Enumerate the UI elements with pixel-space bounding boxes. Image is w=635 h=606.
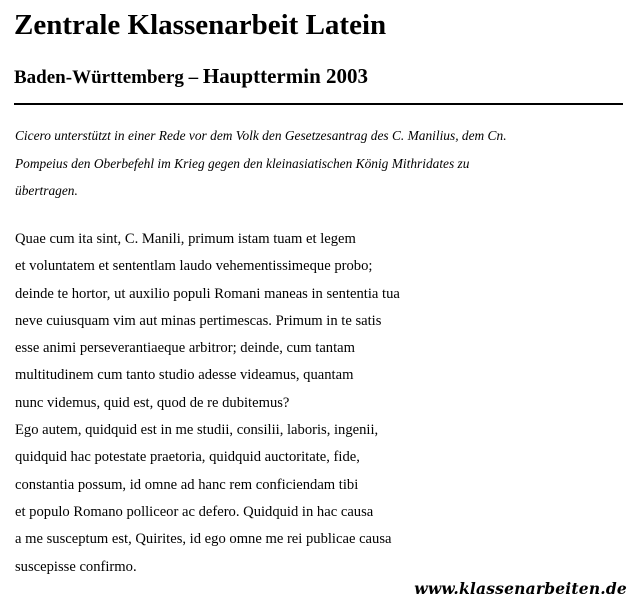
subtitle-region: Baden-Württemberg –: [14, 67, 203, 88]
intro-line: Cicero unterstützt in einer Rede vor dem Volk den Gesetzesantrag des C. Manilius, dem Cn.: [15, 128, 507, 143]
latin-line: constantia possum, id omne ad hanc rem conficiendam tibi: [15, 476, 359, 493]
latin-line: a me susceptum est, Quirites, id ego omne me rei publicae causa: [15, 531, 392, 548]
intro-line: Pompeius den Oberbefehl im Krieg gegen den kleinasiatischen König Mithridates zu: [15, 155, 470, 171]
latin-line: multitudinem cum tanto studio adesse videamus, quantam: [15, 367, 354, 384]
page-subtitle: [14, 63, 368, 91]
latin-line: suscepisse confirmo.: [15, 558, 137, 575]
latin-line: nunc videmus, quid est, quod de re dubitemus?: [15, 394, 290, 411]
latin-line: Quae cum ita sint, C. Manili, primum istam tuam et legem: [15, 231, 356, 247]
latin-line: et populo Romano polliceor ac defero. Quidquid in hac causa: [15, 503, 374, 520]
page-title: Zentrale Klassenarbeit Latein: [14, 9, 387, 41]
website-footer: www.klassenarbeiten.de: [414, 579, 627, 598]
latin-line: esse animi perseverantiaeque arbitror; deinde, cum tantam: [15, 340, 355, 357]
latin-line: Ego autem, quidquid est in me studii, consilii, laboris, ingenii,: [15, 422, 379, 439]
latin-line: neve cuiusquam vim aut minas pertimescas. Primum in te satis: [15, 312, 382, 329]
latin-line: et voluntatem et sententlam laudo vehementissimeque probo;: [15, 258, 373, 275]
horizontal-divider: [14, 103, 623, 105]
subtitle-exam-date: Haupttermin 2003: [202, 64, 368, 88]
intro-line: übertragen.: [15, 183, 78, 198]
latin-text: [15, 226, 400, 581]
intro-paragraph: [15, 122, 625, 205]
latin-line: quidquid hac potestate praetoria, quidquid auctoritate, fide,: [15, 449, 360, 466]
latin-line: deinde te hortor, ut auxilio populi Romani maneas in sententia tua: [15, 285, 400, 302]
